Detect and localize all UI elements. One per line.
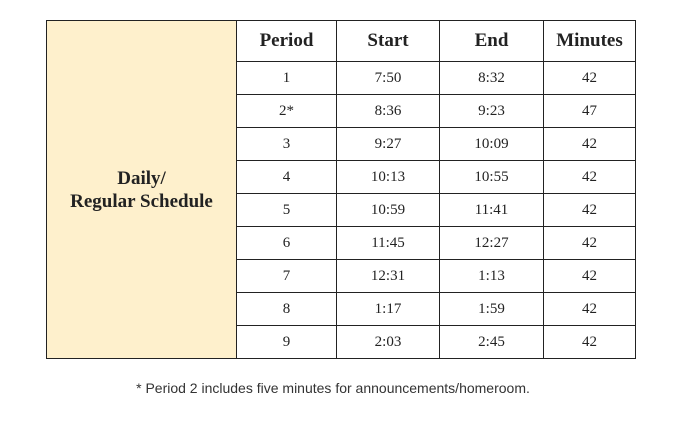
cell-start: 1:17 xyxy=(337,293,440,326)
schedule-label-line2: Regular Schedule xyxy=(70,190,213,212)
cell-period: 9 xyxy=(237,326,337,359)
cell-minutes: 42 xyxy=(544,62,636,95)
cell-start: 9:27 xyxy=(337,128,440,161)
cell-end: 9:23 xyxy=(440,95,544,128)
cell-start: 10:13 xyxy=(337,161,440,194)
cell-minutes: 42 xyxy=(544,293,636,326)
cell-minutes: 42 xyxy=(544,128,636,161)
cell-period: 8 xyxy=(237,293,337,326)
cell-minutes: 42 xyxy=(544,326,636,359)
cell-minutes: 47 xyxy=(544,95,636,128)
cell-end: 10:55 xyxy=(440,161,544,194)
cell-period: 7 xyxy=(237,260,337,293)
cell-end: 2:45 xyxy=(440,326,544,359)
cell-start: 2:03 xyxy=(337,326,440,359)
cell-end: 1:59 xyxy=(440,293,544,326)
cell-period: 6 xyxy=(237,227,337,260)
cell-start: 7:50 xyxy=(337,62,440,95)
cell-start: 12:31 xyxy=(337,260,440,293)
cell-period: 4 xyxy=(237,161,337,194)
schedule-label xyxy=(47,21,237,359)
cell-minutes: 42 xyxy=(544,161,636,194)
header-start: Start xyxy=(337,21,440,62)
cell-end: 11:41 xyxy=(440,194,544,227)
cell-end: 12:27 xyxy=(440,227,544,260)
cell-period: 2* xyxy=(237,95,337,128)
cell-start: 8:36 xyxy=(337,95,440,128)
cell-end: 10:09 xyxy=(440,128,544,161)
cell-minutes: 42 xyxy=(544,227,636,260)
cell-end: 8:32 xyxy=(440,62,544,95)
cell-end: 1:13 xyxy=(440,260,544,293)
header-row xyxy=(47,21,636,62)
cell-period: 3 xyxy=(237,128,337,161)
cell-start: 11:45 xyxy=(337,227,440,260)
cell-period: 1 xyxy=(237,62,337,95)
schedule-table xyxy=(46,20,636,359)
cell-start: 10:59 xyxy=(337,194,440,227)
schedule-label-line1: Daily/ xyxy=(117,167,166,189)
header-end: End xyxy=(440,21,544,62)
cell-minutes: 42 xyxy=(544,194,636,227)
header-period: Period xyxy=(237,21,337,62)
cell-minutes: 42 xyxy=(544,260,636,293)
cell-period: 5 xyxy=(237,194,337,227)
footnote: * Period 2 includes five minutes for announcements/homeroom. xyxy=(136,380,530,396)
header-minutes: Minutes xyxy=(544,21,636,62)
